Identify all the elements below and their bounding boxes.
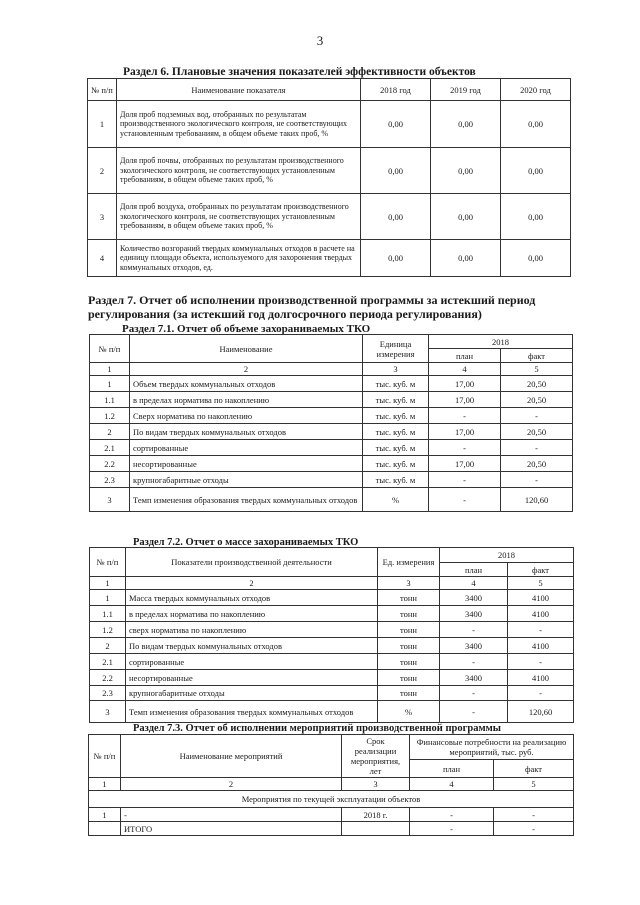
row-name: Доля проб воздуха, отобранных по результатам производственного экологического контроля, не соответствующих установленным требованиям, в общем объеме таких проб, %	[117, 194, 361, 240]
table-row	[88, 101, 571, 148]
row-name: Доля проб подземных вод, отобранных по результатам производственного экологического контроля, не соответствующих установленным требованиям, в общем объеме таких проб, %	[117, 101, 361, 148]
index-cell: 4	[429, 363, 501, 376]
row-plan: -	[440, 622, 508, 638]
row-plan: 3400	[440, 638, 508, 654]
index-cell: 1	[90, 577, 126, 590]
header-plan: план	[440, 563, 508, 577]
row-value-2019: 0,00	[431, 148, 501, 194]
header-fact: факт	[501, 349, 573, 363]
table-row	[90, 408, 573, 424]
row-value-2018: 0,00	[361, 101, 431, 148]
table-row	[90, 376, 573, 392]
header-term: Срок реализации мероприятия, лет	[342, 735, 410, 778]
table-row	[89, 808, 574, 822]
header-name: Показатели производственной деятельности	[126, 548, 378, 577]
index-row	[90, 577, 574, 590]
row-name: Масса твердых коммунальных отходов	[126, 590, 378, 606]
header-2019: 2019 год	[431, 79, 501, 101]
row-name: Количество возгораний твердых коммунальных отходов в расчете на единицу площади объекта, используемого для захоронения твердых коммунальных отходов, ед.	[117, 240, 361, 277]
section71-table	[89, 334, 573, 512]
row-num: 1.2	[90, 408, 130, 424]
row-name: сверх норматива по накоплению	[126, 622, 378, 638]
row-name: Сверх норматива по накоплению	[130, 408, 363, 424]
index-cell: 3	[342, 778, 410, 791]
index-cell: 4	[440, 577, 508, 590]
row-plan: 3400	[440, 670, 508, 686]
header-name: Наименование	[130, 335, 363, 363]
header-unit: Единица измерения	[363, 335, 429, 363]
row-fact: -	[494, 822, 574, 836]
header-finance: Финансовые потребности на реализацию мероприятий, тыс. руб.	[410, 735, 574, 760]
row-fact: 20,50	[501, 392, 573, 408]
row-value-2019: 0,00	[431, 101, 501, 148]
row-plan: 17,00	[429, 456, 501, 472]
section72-table	[89, 547, 574, 723]
row-num: 2.3	[90, 472, 130, 488]
header-2018: 2018 год	[361, 79, 431, 101]
row-unit: %	[378, 701, 440, 723]
row-value-2019: 0,00	[431, 194, 501, 240]
row-plan: -	[429, 408, 501, 424]
header-unit: Ед. измерения	[378, 548, 440, 577]
index-row	[90, 363, 573, 376]
table-row	[90, 392, 573, 408]
row-unit: тыс. куб. м	[363, 440, 429, 456]
row-name: крупногабаритные отходы	[130, 472, 363, 488]
row-unit: тонн	[378, 622, 440, 638]
row-unit: тыс. куб. м	[363, 424, 429, 440]
row-name: По видам твердых коммунальных отходов	[130, 424, 363, 440]
row-name: в пределах норматива по накоплению	[130, 392, 363, 408]
row-value-2018: 0,00	[361, 240, 431, 277]
row-value-2018: 0,00	[361, 148, 431, 194]
table-row	[90, 440, 573, 456]
row-plan: 17,00	[429, 376, 501, 392]
section6-title: Раздел 6. Плановые значения показателей эффективности объектов	[123, 66, 476, 78]
section73-table	[88, 734, 574, 836]
row-unit: тонн	[378, 606, 440, 622]
section7-title: Раздел 7. Отчет об исполнении производственной программы за истекший период регулирования (за истекший год долгосрочного периода регулирования)	[88, 293, 536, 321]
row-num: 1	[89, 808, 121, 822]
row-value-2018: 0,00	[361, 194, 431, 240]
row-num: 1	[88, 101, 117, 148]
index-row	[89, 778, 574, 791]
table-row	[90, 686, 574, 701]
row-value-2019: 0,00	[431, 240, 501, 277]
row-term: 2018 г.	[342, 808, 410, 822]
table-row	[90, 638, 574, 654]
row-num: 3	[88, 194, 117, 240]
row-value-2020: 0,00	[501, 240, 571, 277]
row-plan: -	[429, 488, 501, 512]
table-row	[88, 240, 571, 277]
row-plan: -	[410, 822, 494, 836]
index-cell: 5	[494, 778, 574, 791]
row-plan: 3400	[440, 590, 508, 606]
row-unit: тонн	[378, 670, 440, 686]
index-cell: 2	[121, 778, 342, 791]
row-name: ИТОГО	[121, 822, 342, 836]
row-num: 1.2	[90, 622, 126, 638]
row-plan: -	[440, 701, 508, 723]
subheader: Мероприятия по текущей эксплуатации объектов	[89, 791, 574, 808]
row-fact: 20,50	[501, 456, 573, 472]
row-plan: -	[440, 686, 508, 701]
row-fact: -	[501, 472, 573, 488]
table-row	[90, 456, 573, 472]
row-name: несортированные	[126, 670, 378, 686]
header-num: № п/п	[90, 548, 126, 577]
row-plan: 3400	[440, 606, 508, 622]
row-plan: -	[410, 808, 494, 822]
row-value-2020: 0,00	[501, 101, 571, 148]
row-num: 3	[90, 701, 126, 723]
row-plan: 17,00	[429, 424, 501, 440]
table-row	[90, 590, 574, 606]
row-plan: -	[440, 654, 508, 670]
row-num: 2	[88, 148, 117, 194]
row-fact: 4100	[508, 670, 574, 686]
row-num: 2.3	[90, 686, 126, 701]
row-unit: %	[363, 488, 429, 512]
header-num: № п/п	[89, 735, 121, 778]
row-unit: тонн	[378, 654, 440, 670]
row-value-2020: 0,00	[501, 148, 571, 194]
row-num: 2	[90, 424, 130, 440]
row-unit: тыс. куб. м	[363, 472, 429, 488]
row-unit: тыс. куб. м	[363, 376, 429, 392]
row-fact: -	[494, 808, 574, 822]
row-fact: 4100	[508, 638, 574, 654]
index-cell: 1	[90, 363, 130, 376]
row-unit: тыс. куб. м	[363, 456, 429, 472]
table-row	[88, 148, 571, 194]
row-plan: -	[429, 440, 501, 456]
row-fact: 20,50	[501, 376, 573, 392]
index-cell: 5	[508, 577, 574, 590]
subheader-row	[89, 791, 574, 808]
table-row	[89, 822, 574, 836]
table-row	[90, 606, 574, 622]
row-name: Темп изменения образования твердых коммунальных отходов	[130, 488, 363, 512]
index-cell: 2	[130, 363, 363, 376]
row-fact: -	[508, 622, 574, 638]
row-name: -	[121, 808, 342, 822]
row-plan: -	[429, 472, 501, 488]
row-fact: 4100	[508, 590, 574, 606]
row-name: Доля проб почвы, отобранных по результатам производственного экологического контроля, не соответствующих установленным требованиям, в общем объеме таких проб, %	[117, 148, 361, 194]
row-num: 2.2	[90, 456, 130, 472]
row-num: 1.1	[90, 392, 130, 408]
row-fact: -	[501, 408, 573, 424]
row-fact: -	[501, 440, 573, 456]
row-num: 4	[88, 240, 117, 277]
row-name: сортированные	[126, 654, 378, 670]
header-fact: факт	[494, 760, 574, 778]
row-unit: тыс. куб. м	[363, 392, 429, 408]
header-year: 2018	[440, 548, 574, 563]
header-2020: 2020 год	[501, 79, 571, 101]
header-fact: факт	[508, 563, 574, 577]
section71-title: Раздел 7.1. Отчет об объеме захораниваемых ТКО	[122, 323, 371, 335]
section73-title: Раздел 7.3. Отчет об исполнении мероприятий производственной программы	[133, 723, 501, 734]
row-unit: тонн	[378, 686, 440, 701]
row-name: несортированные	[130, 456, 363, 472]
table-row	[88, 194, 571, 240]
row-num: 1	[90, 590, 126, 606]
index-cell: 4	[410, 778, 494, 791]
row-fact: -	[508, 654, 574, 670]
table-row	[90, 701, 574, 723]
row-num: 2.2	[90, 670, 126, 686]
row-fact: 120,60	[501, 488, 573, 512]
index-cell: 5	[501, 363, 573, 376]
row-name: в пределах норматива по накоплению	[126, 606, 378, 622]
section6-table	[87, 78, 571, 277]
row-name: крупногабаритные отходы	[126, 686, 378, 701]
header-name: Наименование показателя	[117, 79, 361, 101]
header-plan: план	[429, 349, 501, 363]
index-cell: 3	[378, 577, 440, 590]
row-unit: тыс. куб. м	[363, 408, 429, 424]
row-num: 3	[90, 488, 130, 512]
header-year: 2018	[429, 335, 573, 349]
header-num: № п/п	[88, 79, 117, 101]
header-plan: план	[410, 760, 494, 778]
section72-title: Раздел 7.2. Отчет о массе захораниваемых ТКО	[133, 537, 359, 548]
row-fact: 4100	[508, 606, 574, 622]
index-cell: 3	[363, 363, 429, 376]
row-num: 2.1	[90, 654, 126, 670]
row-name: сортированные	[130, 440, 363, 456]
table-row	[90, 670, 574, 686]
header-name: Наименование мероприятий	[121, 735, 342, 778]
row-name: По видам твердых коммунальных отходов	[126, 638, 378, 654]
index-cell: 1	[89, 778, 121, 791]
row-num	[89, 822, 121, 836]
table-row	[90, 488, 573, 512]
row-fact: -	[508, 686, 574, 701]
row-plan: 17,00	[429, 392, 501, 408]
row-unit: тонн	[378, 590, 440, 606]
row-num: 2.1	[90, 440, 130, 456]
index-cell: 2	[126, 577, 378, 590]
row-name: Темп изменения образования твердых коммунальных отходов	[126, 701, 378, 723]
row-num: 1	[90, 376, 130, 392]
row-unit: тонн	[378, 638, 440, 654]
row-value-2020: 0,00	[501, 194, 571, 240]
table-row	[90, 622, 574, 638]
row-term	[342, 822, 410, 836]
table-row	[90, 424, 573, 440]
row-num: 1.1	[90, 606, 126, 622]
page-number: 3	[316, 33, 324, 48]
table-row	[90, 654, 574, 670]
table-row	[90, 472, 573, 488]
row-fact: 20,50	[501, 424, 573, 440]
row-fact: 120,60	[508, 701, 574, 723]
row-num: 2	[90, 638, 126, 654]
row-name: Объем твердых коммунальных отходов	[130, 376, 363, 392]
header-num: № п/п	[90, 335, 130, 363]
